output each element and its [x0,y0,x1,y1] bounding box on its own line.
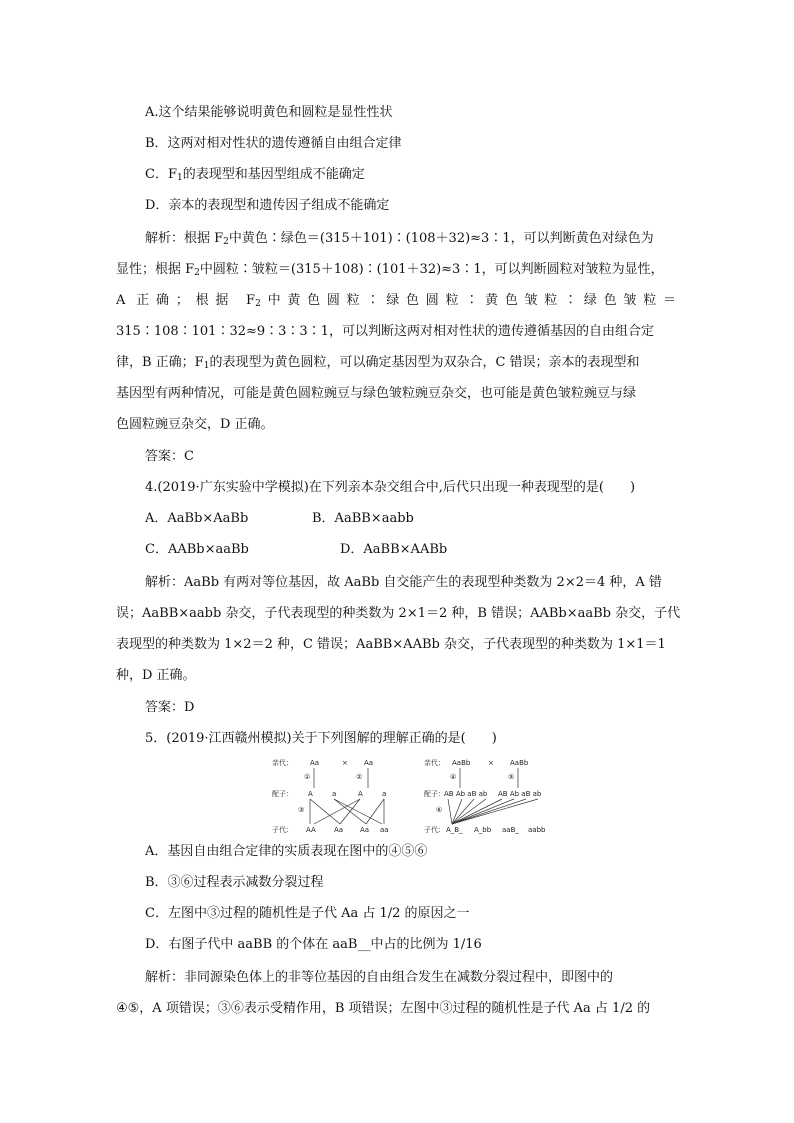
q5-option-d: D．右图子代中 aaBB 的个体在 aaB__中占的比例为 1/16 [145,937,482,952]
offspring-phenotype: aabb [528,826,546,834]
cross-symbol: × [488,759,494,767]
q3-explanation-line: 色圆粒豌豆杂交，D 正确。 [116,417,274,432]
q5-option-b: B．③⑥过程表示减数分裂过程 [145,875,324,890]
q4-option-c: C．AABb×aaBb [145,542,249,557]
offspring-label: 子代： [272,826,293,834]
gamete-label: 配子： [424,790,445,798]
parent-genotype: Aa [364,759,374,767]
q3-option-d: D．亲本的表现型和遗传因子组成不能确定 [145,198,390,213]
q4-explanation-line: 表现型的种类数为 1×2＝2 种，C 错误；AaBB×AABb 杂交，子代表现型的种类数为 1×1＝1 [116,637,666,652]
q3-explanation-line: A 正确；根据 $F_2$中黄色圆粒∶绿色圆粒∶黄色皱粒∶绿色皱粒＝ [116,293,676,309]
gamete: a [332,790,337,798]
q4-explanation-line: 解析：AaBb 有两对等位基因，故 AaBb 自交能产生的表现型种类数为 2×2＝4 种，A 错 [145,575,662,590]
offspring-genotype: aa [380,826,389,834]
offspring-phenotype: aaB_ [502,826,519,834]
parent-label: 亲代： [424,759,445,767]
step-number: ④ [450,773,457,781]
parent-genotype: AaBb [510,759,529,767]
monohybrid-cross-diagram [272,758,389,834]
q5-explanation-line: 解析：非同源染色体上的非等位基因的自由组合发生在减数分裂过程中，即图中的 [145,970,614,985]
q5-stem: 5．(2019·江西赣州模拟)关于下列图解的理解正确的是( ) [145,731,497,746]
gamete: a [382,790,387,798]
q5-option-a: A．基因自由组合定律的实质表现在图中的④⑤⑥ [145,844,428,859]
q3-explanation-line: 基因型有两种情况，可能是黄色圆粒豌豆与绿色皱粒豌豆杂交，也可能是黄色皱粒豌豆与绿 [116,386,637,401]
q3-explanation-line: 315∶108∶101∶32≈9∶3∶3∶1，可以判断这两对相对性状的遗传遵循基因的自由组合定 [116,324,654,339]
q5-option-c: C．左图中③过程的随机性是子代 Aa 占 1/2 的原因之一 [145,906,470,921]
gamete-list: AB Ab aB ab [444,790,488,798]
q4-option-d: D．AaBB×AABb [340,542,448,557]
offspring-phenotype: A_bb [474,826,492,834]
step-number: ② [356,773,363,781]
step-number: ③ [298,806,305,814]
q3-explanation-line: 解析：根据 $F_2$中黄色∶绿色＝(315＋101)∶(108＋32)≈3∶1，可以判断黄色对绿色为 [145,231,654,247]
offspring-label: 子代： [424,826,445,834]
q4-explanation-line: 误；AaBB×aabb 杂交，子代表现型的种类数为 2×1＝2 种，B 错误；AABb×aaBb 杂交，子代 [116,606,681,621]
q3-option-c: C．$F_1$的表现型和基因型组成不能确定 [145,167,365,183]
q3-explanation-line: 显性；根据 $F_2$中圆粒∶皱粒＝(315＋108)∶(101＋32)≈3∶1，可以判断圆粒对皱粒为显性， [116,262,664,278]
gamete-list: AB Ab aB ab [498,790,542,798]
q3-answer: 答案：C [145,449,194,464]
gamete: A [358,790,363,798]
parent-genotype: Aa [310,759,320,767]
parent-genotype: AaBb [452,759,471,767]
step-number: ⑥ [436,806,443,814]
q3-option-b: B．这两对相对性状的遗传遵循自由组合定律 [145,136,402,151]
cross-symbol: × [342,759,348,767]
offspring-genotype: AA [306,826,316,834]
step-number: ① [304,773,311,781]
offspring-genotype: Aa [334,826,344,834]
q3-option-a: A.这个结果能够说明黄色和圆粒是显性性状 [145,105,393,120]
q4-stem: 4.(2019·广东实验中学模拟)在下列亲本杂交组合中,后代只出现一种表现型的是( ) [145,480,636,495]
genetics-cross-diagram [270,756,560,834]
q4-answer: 答案：D [145,700,195,715]
gamete: A [308,790,313,798]
offspring-genotype: Aa [360,826,370,834]
step-number: ⑤ [508,773,515,781]
q4-option-a: A．AaBb×AaBb [145,511,249,526]
q4-explanation-line: 种，D 正确。 [116,668,196,683]
gamete-label: 配子： [272,790,293,798]
q3-explanation-line: 律，B 正确；$F_1$的表现型为黄色圆粒，可以确定基因型为双杂合，C 错误；亲本的表现型和 [116,355,640,371]
q4-option-b: B．AaBB×aabb [312,511,414,526]
parent-label: 亲代： [272,759,293,767]
dihybrid-cross-diagram [424,758,546,834]
q5-explanation-line: ④⑤，A 项错误；③⑥表示受精作用，B 项错误；左图中③过程的随机性是子代 Aa 占 1/2 的 [116,1001,651,1016]
offspring-phenotype: A_B_ [446,826,463,834]
